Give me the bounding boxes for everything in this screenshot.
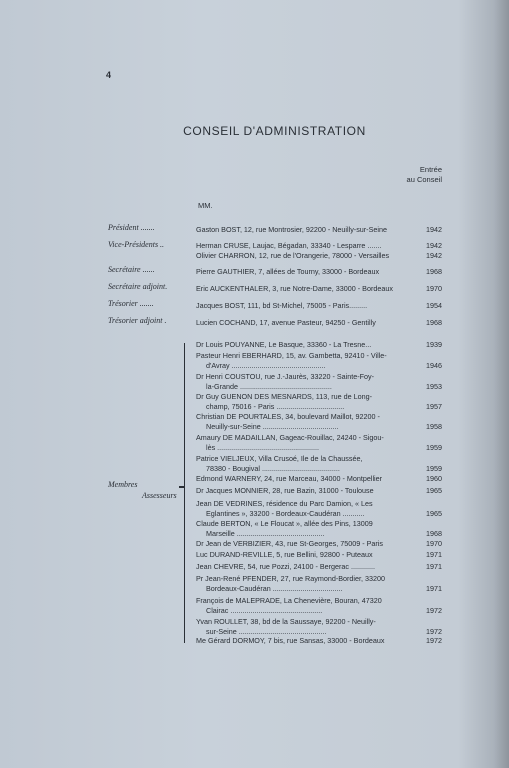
member-line-text: Marseille ............................................ (206, 528, 325, 538)
member-line-text: la-Grande .............................................. (206, 381, 332, 391)
member-line: Dr Jean de VERBIZIER, 43, rue St-Georges, 75009 - Paris (196, 539, 383, 548)
page-title (0, 124, 509, 138)
page-number: 4 (106, 70, 112, 80)
entry-year: 1970 (426, 539, 442, 548)
entry-year: 1968 (426, 267, 442, 276)
officer-entry: Jacques BOST, 111, bd St-Michel, 75005 - Paris......... (196, 301, 368, 310)
member-line: Yvan ROULLET, 38, bd de la Saussaye, 92200 - Neuilly- (196, 617, 376, 626)
member-entry (196, 372, 442, 391)
column-header-line1: Entrée (419, 165, 442, 174)
member-line: Christian DE POURTALES, 34, boulevard Maillot, 92200 - (196, 412, 380, 421)
entry-year: 1958 (426, 421, 442, 431)
entry-year: 1968 (426, 528, 442, 538)
entry-year: 1972 (426, 605, 442, 615)
member-entry (196, 351, 442, 370)
member-line: Me Gérard DORMOY, 7 bis, rue Sansas, 33000 - Bordeaux (196, 636, 385, 645)
role-tresorier-adjoint: Trésorier adjoint . (108, 316, 167, 325)
member-line-continued (196, 509, 442, 519)
role-president: Président ....... (108, 223, 155, 232)
entry-year: 1971 (426, 583, 442, 593)
officer-entry: Eric AUCKENTHALER, 3, rue Notre-Dame, 33000 - Bordeaux (196, 284, 393, 293)
entry-year: 1960 (426, 474, 442, 483)
member-line: Dr Jacques MONNIER, 28, rue Bazin, 31000 - Toulouse (196, 486, 374, 495)
member-entry (196, 562, 442, 572)
entry-year: 1946 (426, 360, 442, 370)
member-line-continued (196, 443, 442, 453)
officer-entry: Pierre GAUTHIER, 7, allées de Tourny, 33000 - Bordeaux (196, 267, 380, 276)
entry-year: 1953 (426, 381, 442, 391)
role-tresorier: Trésorier ....... (108, 299, 154, 308)
member-line-continued (196, 402, 442, 412)
member-line-text: 78380 - Bougival ....................................... (206, 463, 340, 473)
member-line-continued (196, 584, 442, 594)
entry-year: 1942 (426, 251, 442, 260)
member-line: Patrice VIELJEUX, Villa Crusoé, Ile de la Chaussée, (196, 454, 363, 463)
member-line-text: sur-Seine ............................................ (206, 626, 327, 636)
member-line: Jean DE VEDRINES, résidence du Parc Damion, « Les (196, 499, 373, 508)
column-header (380, 165, 442, 185)
member-line-text: Neuilly-sur-Seine ...................................... (206, 421, 339, 431)
member-line: Dr Henri COUSTOU, rue J.-Jaurès, 33220 - Sainte-Foy- (196, 372, 375, 381)
role-secretaire: Secrétaire ...... (108, 265, 155, 274)
officer-entry: Gaston BOST, 12, rue Montrosier, 92200 - Neuilly-sur-Seine (196, 225, 387, 234)
role-vice-presidents: Vice-Présidents .. (108, 240, 165, 249)
entry-year: 1939 (426, 340, 442, 349)
member-entry (196, 340, 442, 350)
member-entry (196, 412, 442, 431)
member-line-continued (196, 361, 442, 371)
member-line: Claude BERTON, « Le Floucat », allée des Pins, 13009 (196, 519, 373, 528)
member-entry (196, 617, 442, 636)
member-line: François de MALEPRADE, La Chenevière, Bouran, 47320 (196, 596, 382, 605)
member-line-text: Bordeaux-Caudéran ................................... (206, 583, 343, 593)
member-entry (196, 550, 442, 560)
member-line: Amaury DE MADAILLAN, Gageac-Rouillac, 24240 - Sigou- (196, 433, 384, 442)
member-entry (196, 486, 442, 496)
member-line: Dr Guy GUENON DES MESNARDS, 113, rue de Long- (196, 392, 373, 401)
member-entry (196, 519, 442, 538)
page-title-text: CONSEIL D'ADMINISTRATION (183, 124, 366, 138)
members-brace-tick (179, 486, 185, 488)
assessors-label: Assesseurs (142, 491, 177, 500)
member-line-continued (196, 606, 442, 616)
entry-year: 1959 (426, 463, 442, 473)
role-secretaire-adjoint: Secrétaire adjoint. (108, 282, 168, 291)
entry-year: 1972 (426, 626, 442, 636)
member-line: Pr Jean-René PFENDER, 27, rue Raymond-Bordier, 33200 (196, 574, 385, 583)
entry-year: 1954 (426, 301, 442, 310)
entry-year: 1965 (426, 508, 442, 518)
entry-year: 1942 (426, 225, 442, 234)
member-entry (196, 474, 442, 484)
entry-year: 1942 (426, 241, 442, 250)
member-line-continued (196, 464, 442, 474)
member-line: Pasteur Henri EBERHARD, 15, av. Gambetta, 92410 - Ville- (196, 351, 387, 360)
member-entry (196, 636, 442, 646)
member-line-text: d'Avray ............................................... (206, 360, 326, 370)
entry-year: 1972 (426, 636, 442, 645)
entry-year: 1959 (426, 442, 442, 452)
member-line-continued (196, 627, 442, 637)
mm-label: MM. (198, 201, 213, 210)
member-line-text: Eglantines », 33200 - Bordeaux-Caudéran ........... (206, 508, 365, 518)
member-line: Edmond WARNERY, 24, rue Marceau, 34000 - Montpellier (196, 474, 383, 483)
entry-year: 1970 (426, 284, 442, 293)
entry-year: 1965 (426, 486, 442, 495)
member-line-continued (196, 422, 442, 432)
members-brace (184, 343, 187, 643)
entry-year: 1971 (426, 550, 442, 559)
officer-entry: Olivier CHARRON, 12, rue de l'Orangerie, 78000 - Versailles (196, 251, 390, 260)
member-line-text: Clairac .............................................. (206, 605, 323, 615)
member-line-text: champ, 75016 - Paris .................................. (206, 401, 345, 411)
officer-entry: Herman CRUSE, Laujac, Bégadan, 33340 - Lesparre ....... (196, 241, 382, 250)
entry-year: 1957 (426, 401, 442, 411)
member-entry (196, 392, 442, 411)
member-line-text: lès ................................................... (206, 442, 320, 452)
member-line: Dr Louis POUYANNE, Le Basque, 33360 - La Tresne... (196, 340, 372, 349)
officer-entry: Lucien COCHAND, 17, avenue Pasteur, 94250 - Gentilly (196, 318, 376, 327)
member-line-continued (196, 529, 442, 539)
member-entry (196, 499, 442, 518)
column-header-line2: au Conseil (406, 175, 442, 184)
member-line-continued (196, 382, 442, 392)
members-label: Membres (108, 480, 138, 489)
member-entry (196, 454, 442, 473)
member-entry (196, 574, 442, 593)
entry-year: 1971 (426, 562, 442, 571)
member-entry (196, 596, 442, 615)
member-line: Luc DURAND-REVILLE, 5, rue Bellini, 92800 - Puteaux (196, 550, 373, 559)
member-line: Jean CHEVRE, 54, rue Pozzi, 24100 - Bergerac ............ (196, 562, 375, 571)
member-entry (196, 433, 442, 452)
entry-year: 1968 (426, 318, 442, 327)
member-entry (196, 539, 442, 549)
